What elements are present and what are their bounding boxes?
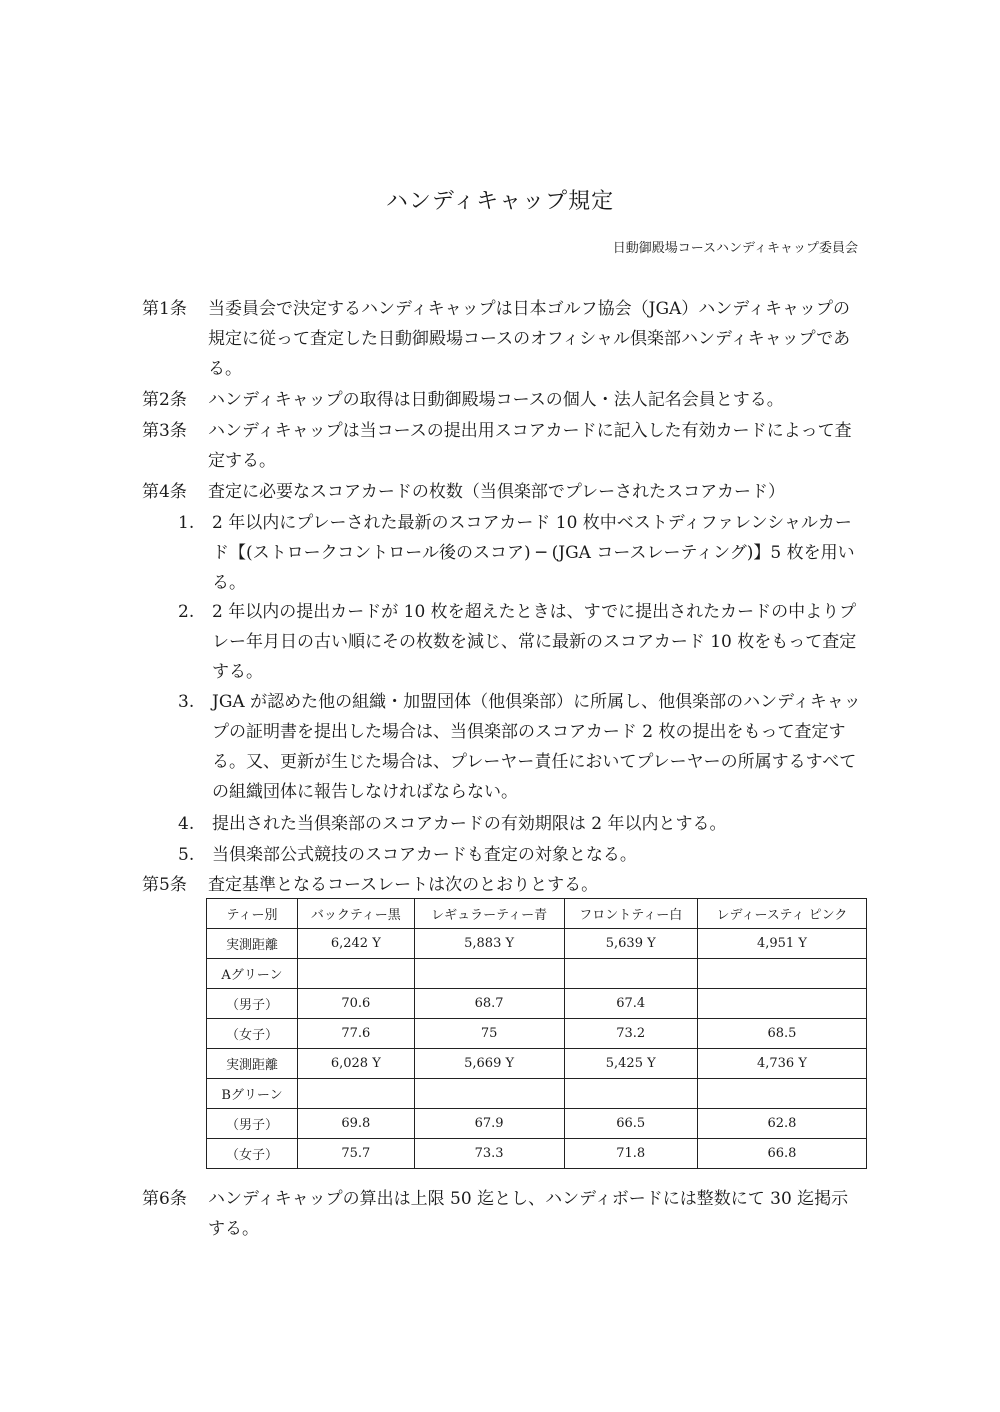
table-cell — [298, 1079, 415, 1109]
table-header-row — [207, 899, 867, 929]
article-4 — [142, 477, 862, 507]
table-cell: 5,639 Y — [564, 929, 697, 959]
table-row — [207, 1049, 867, 1079]
table-cell: Bグリーン — [207, 1079, 298, 1109]
article-4-item-1 — [178, 508, 862, 598]
item-number: 3. — [178, 692, 195, 712]
item-text: 2 年以内の提出カードが 10 枚を超えたときは、すでに提出されたカードの中よりプレー年月日の古い順にその枚数を減じ、常に最新のスコアカード 10 枚をもって査定する。 — [212, 602, 857, 682]
table-cell — [697, 1079, 866, 1109]
article-5 — [142, 870, 862, 900]
table-cell: 77.6 — [298, 1019, 415, 1049]
table-row — [207, 959, 867, 989]
article-4-item-4 — [178, 809, 862, 839]
table-cell: Aグリーン — [207, 959, 298, 989]
table-cell: 68.7 — [414, 989, 564, 1019]
table-cell: 5,669 Y — [414, 1049, 564, 1079]
table-header-cell: バックティー黒 — [298, 899, 415, 929]
article-number: 第3条 — [142, 421, 187, 441]
item-number: 2. — [178, 602, 195, 622]
table-cell: 6,028 Y — [298, 1049, 415, 1079]
article-text: ハンディキャップの取得は日動御殿場コースの個人・法人記名会員とする。 — [208, 390, 784, 410]
table-cell: 4,736 Y — [697, 1049, 866, 1079]
committee-name: 日動御殿場コースハンディキャップ委員会 — [612, 241, 858, 256]
table-cell: 5,425 Y — [564, 1049, 697, 1079]
article-1 — [142, 294, 862, 384]
article-number: 第1条 — [142, 299, 187, 319]
table-cell: 70.6 — [298, 989, 415, 1019]
table-cell: 6,242 Y — [298, 929, 415, 959]
table-header-cell: フロントティー白 — [564, 899, 697, 929]
course-rating-table — [206, 898, 867, 1169]
table-row — [207, 1139, 867, 1169]
article-text: ハンディキャップは当コースの提出用スコアカードに記入した有効カードによって査定する。 — [208, 421, 852, 471]
table-cell: 実測距離 — [207, 929, 298, 959]
table-cell: 実測距離 — [207, 1049, 298, 1079]
item-text: 当倶楽部公式競技のスコアカードも査定の対象となる。 — [212, 845, 637, 865]
table-cell: 68.5 — [697, 1019, 866, 1049]
item-number: 4. — [178, 814, 195, 834]
table-cell — [697, 959, 866, 989]
table-cell — [564, 1079, 697, 1109]
article-4-item-2 — [178, 597, 862, 687]
article-text: 査定に必要なスコアカードの枚数（当倶楽部でプレーされたスコアカード） — [208, 482, 785, 502]
table-cell: 5,883 Y — [414, 929, 564, 959]
table-cell: 67.4 — [564, 989, 697, 1019]
table-row — [207, 1079, 867, 1109]
table-row — [207, 989, 867, 1019]
item-text: 2 年以内にプレーされた最新のスコアカード 10 枚中ベストディファレンシャルカード【(ストロークコントロール後のスコア) ─ (JGA コースレーティング)】5 枚を用いる。 — [212, 513, 855, 593]
table-cell — [564, 959, 697, 989]
article-number: 第5条 — [142, 875, 187, 895]
table-cell — [414, 959, 564, 989]
article-6 — [142, 1184, 862, 1244]
table-cell: （女子） — [207, 1019, 298, 1049]
table-cell: 75.7 — [298, 1139, 415, 1169]
table-cell: 73.3 — [414, 1139, 564, 1169]
table-cell — [414, 1079, 564, 1109]
table-cell: 62.8 — [697, 1109, 866, 1139]
item-text: 提出された当倶楽部のスコアカードの有効期限は 2 年以内とする。 — [212, 814, 727, 834]
table-cell: 73.2 — [564, 1019, 697, 1049]
item-number: 5. — [178, 845, 195, 865]
page-title: ハンディキャップ規定 — [385, 189, 615, 214]
article-4-item-5 — [178, 840, 862, 870]
article-text: ハンディキャップの算出は上限 50 迄とし、ハンディボードには整数にて 30 迄掲示する。 — [208, 1189, 849, 1239]
table-cell: 66.5 — [564, 1109, 697, 1139]
article-text: 査定基準となるコースレートは次のとおりとする。 — [208, 875, 599, 895]
table-cell: 67.9 — [414, 1109, 564, 1139]
table-header-cell: レディースティ ピンク — [697, 899, 866, 929]
article-text: 当委員会で決定するハンディキャップは日本ゴルフ協会（JGA）ハンディキャップの規定に従って査定した日動御殿場コースのオフィシャル倶楽部ハンディキャップである。 — [208, 299, 851, 379]
article-4-item-3 — [178, 687, 862, 807]
table-cell — [298, 959, 415, 989]
article-2 — [142, 385, 862, 415]
article-number: 第4条 — [142, 482, 187, 502]
table-cell: 71.8 — [564, 1139, 697, 1169]
item-number: 1. — [178, 513, 195, 533]
table-cell: （男子） — [207, 989, 298, 1019]
article-number: 第2条 — [142, 390, 187, 410]
table-cell: （女子） — [207, 1139, 298, 1169]
table-row — [207, 1019, 867, 1049]
article-number: 第6条 — [142, 1189, 187, 1209]
table-row — [207, 929, 867, 959]
table-header-cell: レギュラーティー青 — [414, 899, 564, 929]
item-text: JGA が認めた他の組織・加盟団体（他倶楽部）に所属し、他倶楽部のハンディキャップの証明書を提出した場合は、当倶楽部のスコアカード 2 枚の提出をもって査定する。又、更新が生じた場合は、プレーヤー責任においてプレーヤーの所属するすべての組織団体に報告しなければならない。 — [212, 692, 861, 802]
table-cell: 4,951 Y — [697, 929, 866, 959]
table-cell: 69.8 — [298, 1109, 415, 1139]
table-cell: 75 — [414, 1019, 564, 1049]
table-cell: 66.8 — [697, 1139, 866, 1169]
table-cell: （男子） — [207, 1109, 298, 1139]
table-cell — [697, 989, 866, 1019]
table-header-cell: ティー別 — [207, 899, 298, 929]
table-row — [207, 1109, 867, 1139]
article-3 — [142, 416, 862, 476]
